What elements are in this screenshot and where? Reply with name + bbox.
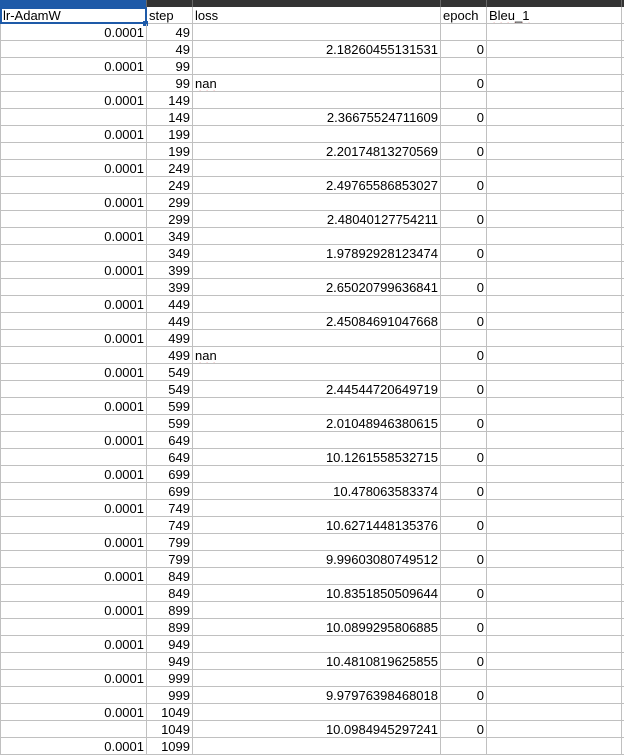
cell-lr[interactable] (0, 245, 147, 262)
cell-lr[interactable] (0, 347, 147, 364)
cell-bleu[interactable] (487, 58, 622, 75)
cell-epoch[interactable]: 0 (441, 449, 487, 466)
column-header-e[interactable] (487, 0, 622, 7)
cell-step[interactable]: 99 (147, 58, 193, 75)
table-row (0, 313, 624, 330)
cell-bleu[interactable] (487, 670, 622, 687)
cell-loss[interactable]: 2.45084691047668 (193, 313, 441, 330)
cell-loss[interactable]: 2.44544720649719 (193, 381, 441, 398)
cell-bleu[interactable] (487, 109, 622, 126)
cell-lr[interactable] (0, 517, 147, 534)
cell-epoch[interactable]: 0 (441, 551, 487, 568)
cell-loss[interactable]: 9.97976398468018 (193, 687, 441, 704)
cell-bleu[interactable] (487, 24, 622, 41)
cell-bleu[interactable] (487, 177, 622, 194)
cell-step[interactable]: 1099 (147, 738, 193, 755)
cell-step[interactable]: 449 (147, 296, 193, 313)
cell-lr[interactable] (0, 75, 147, 92)
cell-epoch[interactable] (441, 534, 487, 551)
cell-lr[interactable] (0, 619, 147, 636)
cell-step[interactable]: 349 (147, 245, 193, 262)
cell-step[interactable]: 449 (147, 313, 193, 330)
cell-bleu[interactable] (487, 636, 622, 653)
table-row (0, 432, 624, 449)
cell-loss[interactable]: 2.20174813270569 (193, 143, 441, 160)
table-row (0, 41, 624, 58)
cell-epoch[interactable]: 0 (441, 381, 487, 398)
cell-text: nan (195, 76, 217, 91)
cell-loss[interactable] (193, 636, 441, 653)
cell-step[interactable]: 699 (147, 483, 193, 500)
table-row (0, 211, 624, 228)
cell-step[interactable]: 149 (147, 109, 193, 126)
cell-lr[interactable] (0, 177, 147, 194)
cell-lr[interactable] (0, 653, 147, 670)
cell-bleu[interactable] (487, 41, 622, 58)
cell-loss[interactable] (193, 347, 441, 364)
cell-epoch[interactable] (441, 194, 487, 211)
table-row (0, 568, 624, 585)
cell-step[interactable]: 999 (147, 670, 193, 687)
cell-epoch[interactable]: 0 (441, 279, 487, 296)
cell-lr[interactable] (0, 313, 147, 330)
cell-lr[interactable]: 0.0001 (0, 58, 147, 75)
cell-bleu[interactable] (487, 228, 622, 245)
cell-bleu[interactable] (487, 432, 622, 449)
cell-loss[interactable]: 10.8351850509644 (193, 585, 441, 602)
table-row (0, 92, 624, 109)
cell-step[interactable]: 599 (147, 415, 193, 432)
table-row (0, 398, 624, 415)
cell-epoch[interactable] (441, 24, 487, 41)
cell-epoch[interactable]: 0 (441, 687, 487, 704)
cell-loss[interactable] (193, 24, 441, 41)
table-row (0, 551, 624, 568)
cell-bleu[interactable] (487, 551, 622, 568)
cell-lr[interactable] (0, 211, 147, 228)
cell-bleu[interactable] (487, 466, 622, 483)
cell-lr[interactable]: 0.0001 (0, 262, 147, 279)
cell-epoch[interactable] (441, 636, 487, 653)
cell-bleu[interactable] (487, 568, 622, 585)
cell-step[interactable]: 1049 (147, 721, 193, 738)
cell-loss[interactable]: 10.6271448135376 (193, 517, 441, 534)
column-header-b[interactable] (147, 0, 193, 7)
cell-step[interactable]: 499 (147, 347, 193, 364)
cell-loss[interactable]: 2.36675524711609 (193, 109, 441, 126)
table-row (0, 279, 624, 296)
table-row (0, 109, 624, 126)
cell-lr[interactable]: 0.0001 (0, 364, 147, 381)
cell-lr[interactable]: 0.0001 (0, 398, 147, 415)
cell-lr[interactable]: 0.0001 (0, 466, 147, 483)
cell-loss[interactable]: 2.65020799636841 (193, 279, 441, 296)
cell-lr[interactable] (0, 585, 147, 602)
cell-lr[interactable]: 0.0001 (0, 636, 147, 653)
cell-step[interactable]: 799 (147, 551, 193, 568)
cell-step[interactable]: 649 (147, 449, 193, 466)
cell-bleu[interactable] (487, 704, 622, 721)
cell-lr[interactable] (0, 551, 147, 568)
table-row (0, 636, 624, 653)
cell-epoch[interactable] (441, 262, 487, 279)
cell-loss[interactable] (193, 58, 441, 75)
cell-lr[interactable] (0, 483, 147, 500)
cell-lr[interactable] (0, 721, 147, 738)
cell-bleu[interactable] (487, 500, 622, 517)
cell-e1[interactable] (487, 7, 622, 24)
table-row (0, 75, 624, 92)
cell-lr[interactable]: 0.0001 (0, 330, 147, 347)
cell-loss[interactable]: 2.01048946380615 (193, 415, 441, 432)
cell-loss[interactable] (193, 432, 441, 449)
cell-bleu[interactable] (487, 398, 622, 415)
table-row (0, 415, 624, 432)
cell-epoch[interactable]: 0 (441, 109, 487, 126)
cell-bleu[interactable] (487, 75, 622, 92)
cell-bleu[interactable] (487, 415, 622, 432)
cell-loss[interactable]: 10.0899295806885 (193, 619, 441, 636)
cell-step[interactable]: 299 (147, 211, 193, 228)
cell-loss[interactable] (193, 160, 441, 177)
cell-lr[interactable]: 0.0001 (0, 704, 147, 721)
cell-step[interactable]: 499 (147, 330, 193, 347)
cell-bleu[interactable] (487, 143, 622, 160)
cell-step[interactable]: 149 (147, 92, 193, 109)
cell-epoch[interactable] (441, 160, 487, 177)
table-row (0, 721, 624, 738)
cell-epoch[interactable]: 0 (441, 75, 487, 92)
cell-step[interactable]: 749 (147, 500, 193, 517)
cell-loss[interactable]: 10.4810819625855 (193, 653, 441, 670)
cell-bleu[interactable] (487, 194, 622, 211)
cell-bleu[interactable] (487, 296, 622, 313)
table-row (0, 245, 624, 262)
cell-lr[interactable]: 0.0001 (0, 568, 147, 585)
cell-bleu[interactable] (487, 211, 622, 228)
cell-bleu[interactable] (487, 687, 622, 704)
cell-loss[interactable]: 10.478063583374 (193, 483, 441, 500)
table-row (0, 24, 624, 41)
cell-lr[interactable] (0, 41, 147, 58)
cell-bleu[interactable] (487, 245, 622, 262)
cell-loss[interactable] (193, 228, 441, 245)
cell-lr[interactable]: 0.0001 (0, 92, 147, 109)
cell-step[interactable]: 599 (147, 398, 193, 415)
cell-step[interactable]: 699 (147, 466, 193, 483)
cell-step[interactable]: 349 (147, 228, 193, 245)
cell-bleu[interactable] (487, 534, 622, 551)
table-row (0, 602, 624, 619)
cell-lr[interactable]: 0.0001 (0, 296, 147, 313)
cell-epoch[interactable] (441, 296, 487, 313)
table-row (0, 126, 624, 143)
cell-a1[interactable] (0, 7, 147, 24)
table-row (0, 449, 624, 466)
cell-loss[interactable] (193, 364, 441, 381)
cell-bleu[interactable] (487, 262, 622, 279)
cell-loss[interactable]: 2.49765586853027 (193, 177, 441, 194)
cell-b1[interactable]: step (147, 7, 193, 24)
column-header-bar (0, 0, 624, 7)
cell-loss[interactable]: 2.18260455131531 (193, 41, 441, 58)
cell-lr[interactable] (0, 279, 147, 296)
cell-loss[interactable] (193, 602, 441, 619)
cell-step[interactable]: 999 (147, 687, 193, 704)
cell-lr[interactable]: 0.0001 (0, 602, 147, 619)
cell-bleu[interactable] (487, 279, 622, 296)
cell-step[interactable]: 949 (147, 653, 193, 670)
cell-epoch[interactable] (441, 670, 487, 687)
table-row (0, 330, 624, 347)
cell-step[interactable]: 749 (147, 517, 193, 534)
cell-step[interactable]: 849 (147, 585, 193, 602)
cell-epoch[interactable] (441, 126, 487, 143)
cell-step[interactable]: 49 (147, 41, 193, 58)
cell-loss[interactable]: 9.99603080749512 (193, 551, 441, 568)
table-row (0, 194, 624, 211)
cell-epoch[interactable]: 0 (441, 313, 487, 330)
table-row (0, 262, 624, 279)
cell-bleu[interactable] (487, 721, 622, 738)
cell-loss[interactable] (193, 398, 441, 415)
cell-epoch[interactable]: 0 (441, 585, 487, 602)
cell-step[interactable]: 249 (147, 160, 193, 177)
cell-epoch[interactable] (441, 92, 487, 109)
cell-epoch[interactable] (441, 330, 487, 347)
cell-loss[interactable] (193, 262, 441, 279)
cell-loss[interactable]: 10.1261558532715 (193, 449, 441, 466)
table-row (0, 670, 624, 687)
cell-bleu[interactable] (487, 364, 622, 381)
cell-epoch[interactable]: 0 (441, 653, 487, 670)
cell-step[interactable]: 249 (147, 177, 193, 194)
cell-epoch[interactable] (441, 466, 487, 483)
cell-bleu[interactable] (487, 160, 622, 177)
cell-lr[interactable]: 0.0001 (0, 126, 147, 143)
cell-loss[interactable] (193, 330, 441, 347)
table-row (0, 381, 624, 398)
cell-loss[interactable] (193, 466, 441, 483)
cell-epoch[interactable]: 0 (441, 483, 487, 500)
cell-epoch[interactable] (441, 602, 487, 619)
cell-bleu[interactable] (487, 602, 622, 619)
cell-loss[interactable] (193, 704, 441, 721)
cell-epoch[interactable] (441, 432, 487, 449)
cell-lr[interactable]: 0.0001 (0, 670, 147, 687)
cell-bleu[interactable] (487, 313, 622, 330)
cell-text: nan (195, 348, 217, 363)
table-row (0, 500, 624, 517)
cell-lr[interactable] (0, 415, 147, 432)
table-row (0, 347, 624, 364)
cell-bleu[interactable] (487, 483, 622, 500)
table-row (0, 483, 624, 500)
cell-step[interactable]: 899 (147, 602, 193, 619)
table-row (0, 704, 624, 721)
cell-bleu[interactable] (487, 653, 622, 670)
cell-epoch[interactable]: 0 (441, 415, 487, 432)
table-row (0, 619, 624, 636)
cell-lr[interactable]: 0.0001 (0, 160, 147, 177)
cell-lr[interactable] (0, 381, 147, 398)
cell-epoch[interactable] (441, 398, 487, 415)
cell-epoch[interactable]: 0 (441, 347, 487, 364)
cell-loss[interactable]: 1.97892928123474 (193, 245, 441, 262)
cell-loss[interactable] (193, 296, 441, 313)
table-row (0, 143, 624, 160)
cell-step[interactable]: 199 (147, 126, 193, 143)
cell-bleu[interactable] (487, 126, 622, 143)
cell-step[interactable]: 1049 (147, 704, 193, 721)
table-row (0, 517, 624, 534)
table-row (0, 585, 624, 602)
cell-step[interactable]: 949 (147, 636, 193, 653)
table-row (0, 466, 624, 483)
cell-lr[interactable]: 0.0001 (0, 500, 147, 517)
cell-bleu[interactable] (487, 381, 622, 398)
table-row (0, 653, 624, 670)
header-row (0, 7, 624, 24)
cell-step[interactable]: 49 (147, 24, 193, 41)
column-header-d[interactable] (441, 0, 487, 7)
cell-lr[interactable] (0, 687, 147, 704)
cell-epoch[interactable]: 0 (441, 721, 487, 738)
cell-epoch[interactable] (441, 58, 487, 75)
cell-step[interactable]: 399 (147, 262, 193, 279)
table-row (0, 58, 624, 75)
cell-epoch[interactable]: 0 (441, 517, 487, 534)
cell-bleu[interactable] (487, 330, 622, 347)
table-row (0, 364, 624, 381)
cell-step[interactable]: 199 (147, 143, 193, 160)
cell-loss[interactable] (193, 75, 441, 92)
cell-step[interactable]: 99 (147, 75, 193, 92)
table-row (0, 687, 624, 704)
table-row (0, 296, 624, 313)
cell-step[interactable]: 649 (147, 432, 193, 449)
cell-epoch[interactable] (441, 568, 487, 585)
cell-lr[interactable]: 0.0001 (0, 738, 147, 755)
cell-epoch[interactable] (441, 364, 487, 381)
cell-epoch[interactable]: 0 (441, 211, 487, 228)
cell-epoch[interactable] (441, 228, 487, 245)
cell-bleu[interactable] (487, 517, 622, 534)
cell-loss[interactable]: 2.48040127754211 (193, 211, 441, 228)
cell-epoch[interactable] (441, 704, 487, 721)
cell-loss[interactable] (193, 534, 441, 551)
cell-step[interactable]: 549 (147, 381, 193, 398)
cell-lr[interactable] (0, 109, 147, 126)
table-row (0, 228, 624, 245)
table-row (0, 160, 624, 177)
cell-loss[interactable] (193, 500, 441, 517)
cell-lr[interactable] (0, 143, 147, 160)
cell-step[interactable]: 549 (147, 364, 193, 381)
cell-loss[interactable] (193, 194, 441, 211)
cell-step[interactable]: 399 (147, 279, 193, 296)
cell-lr[interactable]: 0.0001 (0, 534, 147, 551)
cell-d1[interactable]: epoch (441, 7, 487, 24)
cell-epoch[interactable]: 0 (441, 143, 487, 160)
cell-epoch[interactable] (441, 500, 487, 517)
cell-lr[interactable]: 0.0001 (0, 228, 147, 245)
cell-bleu[interactable] (487, 449, 622, 466)
cell-epoch[interactable]: 0 (441, 619, 487, 636)
cell-epoch[interactable]: 0 (441, 245, 487, 262)
cell-bleu[interactable] (487, 619, 622, 636)
cell-step[interactable]: 799 (147, 534, 193, 551)
cell-loss[interactable] (193, 568, 441, 585)
cell-text: lr-AdamW (3, 8, 61, 23)
column-header-c[interactable] (193, 0, 441, 7)
cell-bleu[interactable] (487, 92, 622, 109)
cell-c1[interactable]: loss (193, 7, 441, 24)
table-row (0, 177, 624, 194)
cell-step[interactable]: 849 (147, 568, 193, 585)
cell-lr[interactable]: 0.0001 (0, 194, 147, 211)
cell-lr[interactable] (0, 449, 147, 466)
cell-bleu[interactable] (487, 585, 622, 602)
cell-lr[interactable]: 0.0001 (0, 24, 147, 41)
cell-epoch[interactable]: 0 (441, 177, 487, 194)
cell-lr[interactable]: 0.0001 (0, 432, 147, 449)
cell-step[interactable]: 899 (147, 619, 193, 636)
cell-epoch[interactable]: 0 (441, 41, 487, 58)
column-header-a[interactable] (0, 0, 147, 7)
cell-step[interactable]: 299 (147, 194, 193, 211)
cell-loss[interactable] (193, 126, 441, 143)
cell-loss[interactable] (193, 670, 441, 687)
cell-bleu[interactable] (487, 347, 622, 364)
cell-loss[interactable]: 10.0984945297241 (193, 721, 441, 738)
cell-loss[interactable] (193, 92, 441, 109)
cell-text: Bleu_1 (489, 8, 530, 23)
table-row (0, 534, 624, 551)
